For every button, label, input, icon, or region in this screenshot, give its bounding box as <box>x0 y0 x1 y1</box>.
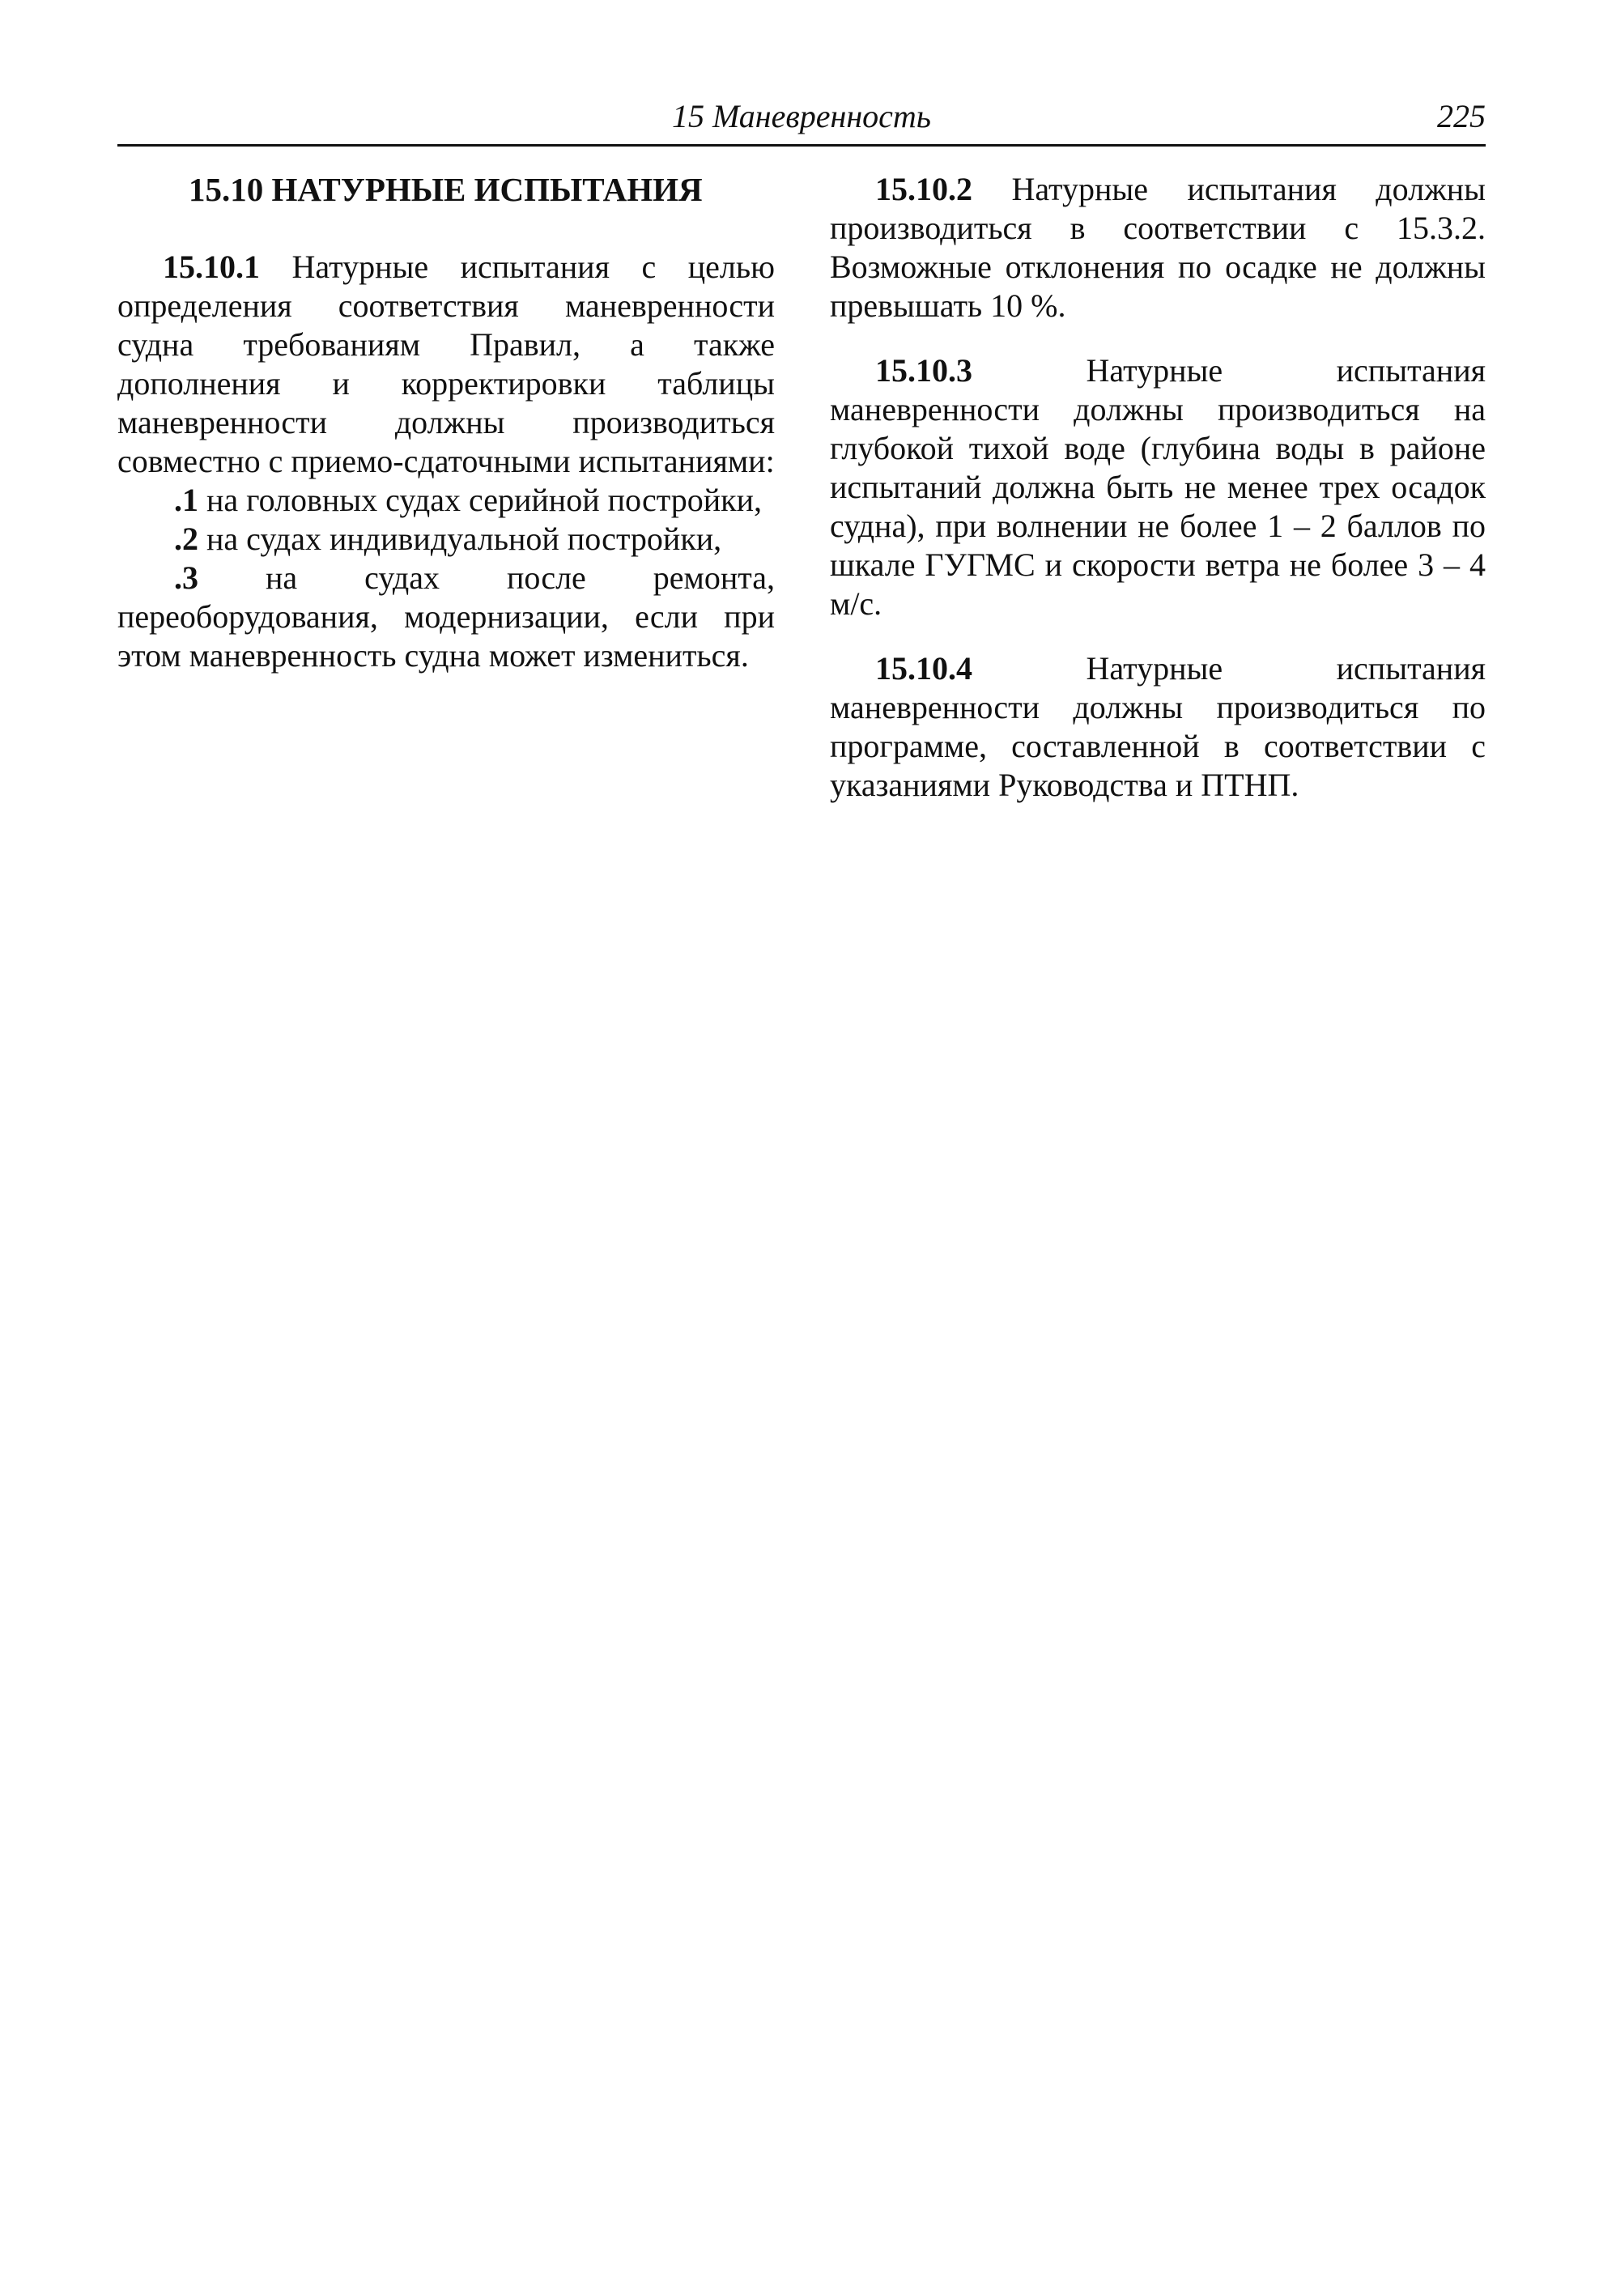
left-column <box>117 162 775 675</box>
paragraph-15-10-1 <box>117 248 775 481</box>
list-item-number: .3 <box>174 559 198 596</box>
list-item <box>117 520 775 559</box>
list-item-number: .1 <box>174 482 198 518</box>
paragraph-number: 15.10.1 <box>163 249 260 285</box>
list-item-text: на судах после ремонта, переоборудования, модернизации, если при этом маневренность судна может измениться. <box>117 559 775 674</box>
paragraph-number: 15.10.2 <box>875 171 972 207</box>
paragraph-text: Натурные испытания с целью определения соответствия маневренности судна требованиям Правил, а также дополнения и корректировки таблицы маневренности должны производиться совместно с приемо-сдаточными испытаниями: <box>117 249 775 479</box>
right-column <box>830 162 1486 805</box>
list-item-text: на головных судах серийной постройки, <box>198 482 762 518</box>
list-item <box>117 559 775 675</box>
section-heading: 15.10 НАТУРНЫЕ ИСПЫТАНИЯ <box>189 171 703 208</box>
paragraph-text: Натурные испытания маневренности должны производиться по программе, составленной в соответствии с указаниями Руководства и ПТНП. <box>830 650 1486 803</box>
paragraph-number: 15.10.3 <box>875 352 972 389</box>
chapter-title: 15 Маневренность <box>672 98 931 134</box>
paragraph-number: 15.10.4 <box>875 650 972 687</box>
running-header <box>117 96 1486 147</box>
list-item-text: на судах индивидуальной постройки, <box>198 521 722 557</box>
list-item-number: .2 <box>174 521 198 557</box>
paragraph-15-10-3 <box>830 351 1486 623</box>
list-item <box>117 481 775 520</box>
paragraph-15-10-4 <box>830 649 1486 805</box>
paragraph-text: Натурные испытания должны производиться в соответствии с 15.3.2. Возможные отклонения по осадке не должны превышать 10 %. <box>830 171 1486 324</box>
paragraph-text: Натурные испытания маневренности должны производиться на глубокой тихой воде (глубина воды в районе испытаний должна быть не менее трех осадок судна), при волнении не более 1 – 2 баллов по шкале ГУГМС и скорости ветра не более 3 – 4 м/с. <box>830 352 1486 622</box>
page-number: 225 <box>1437 98 1486 134</box>
paragraph-15-10-2 <box>830 170 1486 325</box>
